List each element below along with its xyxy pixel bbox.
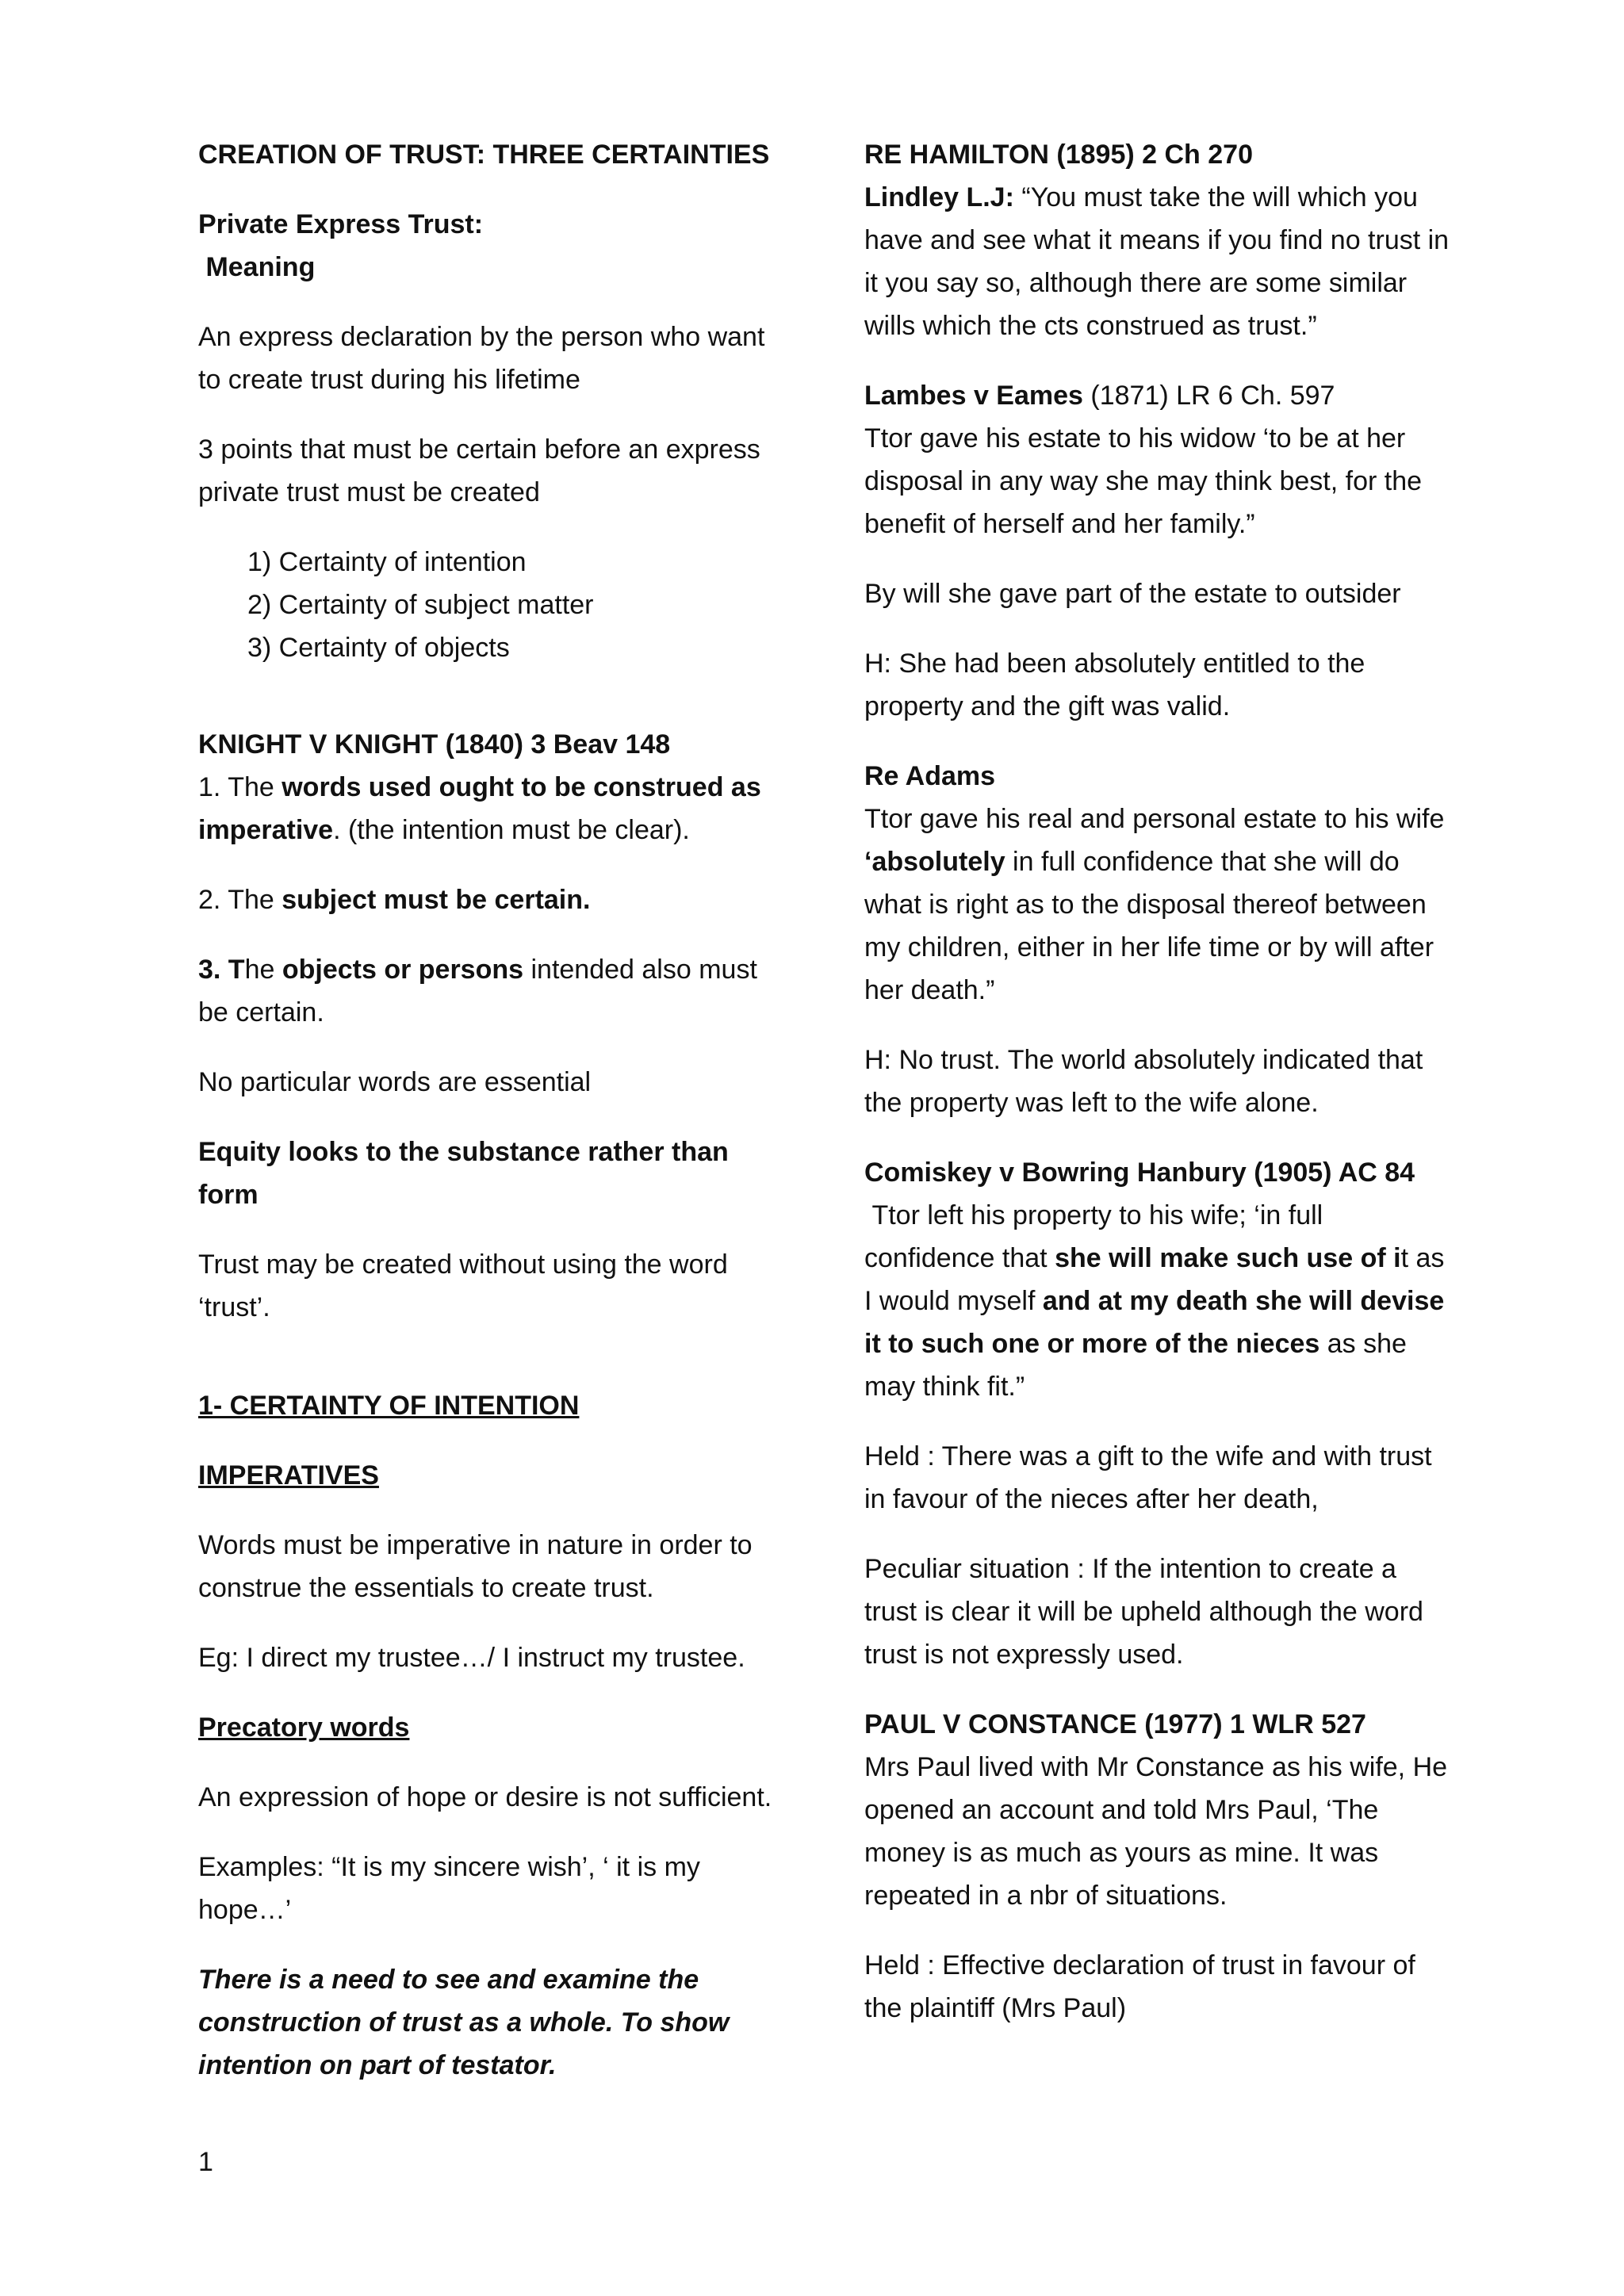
comiskey-facts-bold-a: she will make such use of i [1055,1243,1401,1273]
points-intro-paragraph: 3 points that must be certain before an express private trust must be created [198,434,760,507]
certainties-list [247,541,785,669]
comiskey-block [864,1151,1451,1408]
knight-point-1-pre: 1. The [198,772,282,802]
list-item: 2) Certainty of subject matter [247,590,594,620]
precatory-words-heading: Precatory words [198,1712,410,1743]
knight-point-3-post: intended also must be certain. [198,955,757,1027]
adams-block [864,755,1451,1012]
knight-point-3-bold-b: objects or persons [282,955,524,985]
hamilton-block [864,133,1451,347]
lambes-citation: (1871) LR 6 Ch. 597 [1082,381,1335,411]
comiskey-held: Held : There was a gift to the wife and with trust in favour of the nieces after her death, [864,1441,1432,1514]
list-item: 3) Certainty of objects [247,633,510,663]
imperatives-paragraph: Words must be imperative in nature in order to construe the essentials to create trust. [198,1530,753,1603]
knight-point-1-bold: words used ought to be construed as imperative [198,772,761,845]
paul-facts: Mrs Paul lived with Mr Constance as his wife, He opened an account and told Mrs Paul, ‘The money is as much as yours as mine. It was repeated in a nbr of situations. [864,1752,1448,1911]
knight-point-1-post: . (the intention must be clear). [333,815,690,845]
adams-facts-pre: Ttor gave his real and personal estate to his wife [864,804,1445,834]
list-item: 1) Certainty of intention [247,547,527,577]
lambes-case-heading: Lambes v Eames [864,381,1083,411]
lambes-block [864,374,1451,545]
adams-case-heading: Re Adams [864,761,996,791]
paul-block [864,1703,1451,1917]
comiskey-facts-mid: t as I would myself [864,1243,1445,1316]
knight-point-3-bold-a: 3. T [198,955,245,985]
right-column [864,133,1451,2057]
knight-point-2-pre: 2. The [198,885,282,915]
left-column [198,133,785,2114]
knight-point-2 [198,878,785,921]
section-heading-certainty-of-intention: 1- CERTAINTY OF INTENTION [198,1391,580,1421]
knight-case-block [198,723,785,851]
examples-paragraph: Examples: “It is my sincere wish’, ‘ it is my hope…’ [198,1852,700,1925]
lambes-held: H: She had been absolutely entitled to the property and the gift was valid. [864,649,1365,721]
equity-maxim: Equity looks to the substance rather than form [198,1137,729,1210]
imperatives-heading: IMPERATIVES [198,1460,379,1490]
paul-held: Held : Effective declaration of trust in favour of the plaintiff (Mrs Paul) [864,1950,1415,2023]
hamilton-case-heading: RE HAMILTON (1895) 2 Ch 270 [864,140,1253,170]
comiskey-facts-pre: Ttor left his property to his wife; ‘in full confidence that [864,1200,1331,1273]
comiskey-facts-bold-b: and at my death she will devise it to such one or more of the nieces [864,1286,1445,1359]
comiskey-case-heading: Comiskey v Bowring Hanbury (1905) AC 84 [864,1158,1415,1188]
adams-held: H: No trust. The world absolutely indicated that the property was left to the wife alone. [864,1045,1423,1118]
trust-word-paragraph: Trust may be created without using the word ‘trust’. [198,1249,728,1322]
document-title: CREATION OF TRUST: THREE CERTAINTIES [198,140,770,170]
page-number: 1 [198,2147,213,2177]
adams-facts-bold: ‘absolutely [864,847,1005,877]
peculiar-situation: Peculiar situation : If the intention to create a trust is clear it will be upheld although the word trust is not expressly used. [864,1554,1423,1670]
no-particular-words: No particular words are essential [198,1067,592,1097]
knight-point-3-mid: he [244,955,282,985]
lindley-quote: “You must take the will which you have and see what it means if you find no trust in it you say so, although there are some similar wills which the cts construed as trust.” [864,182,1450,341]
adams-facts-post: in full confidence that she will do what is right as to the disposal thereof between my children, either in her life time or by will after her death.” [864,847,1434,1005]
knight-case-heading: KNIGHT V KNIGHT (1840) 3 Beav 148 [198,729,671,760]
lindley-label: Lindley L.J: [864,182,1014,212]
knight-point-2-bold: subject must be certain. [282,885,591,915]
example-paragraph: Eg: I direct my trustee…/ I instruct my trustee. [198,1643,745,1673]
private-express-trust-heading [198,203,785,289]
pet-heading-line-2: Meaning [198,252,316,282]
paul-case-heading: PAUL V CONSTANCE (1977) 1 WLR 527 [864,1709,1366,1739]
lambes-facts: Ttor gave his estate to his widow ‘to be at her disposal in any way she may think best, for the benefit of herself and her family.” [864,423,1423,539]
pet-heading-line-1: Private Express Trust: [198,209,484,239]
precatory-paragraph: An expression of hope or desire is not sufficient. [198,1782,772,1812]
by-will-paragraph: By will she gave part of the estate to outsider [864,579,1401,609]
construction-note: There is a need to see and examine the construction of trust as a whole. To show intention on part of testator. [198,1965,730,2080]
knight-point-3 [198,948,785,1034]
comiskey-facts-post: as she may think fit.” [864,1329,1407,1402]
meaning-paragraph: An express declaration by the person who want to create trust during his lifetime [198,322,765,395]
